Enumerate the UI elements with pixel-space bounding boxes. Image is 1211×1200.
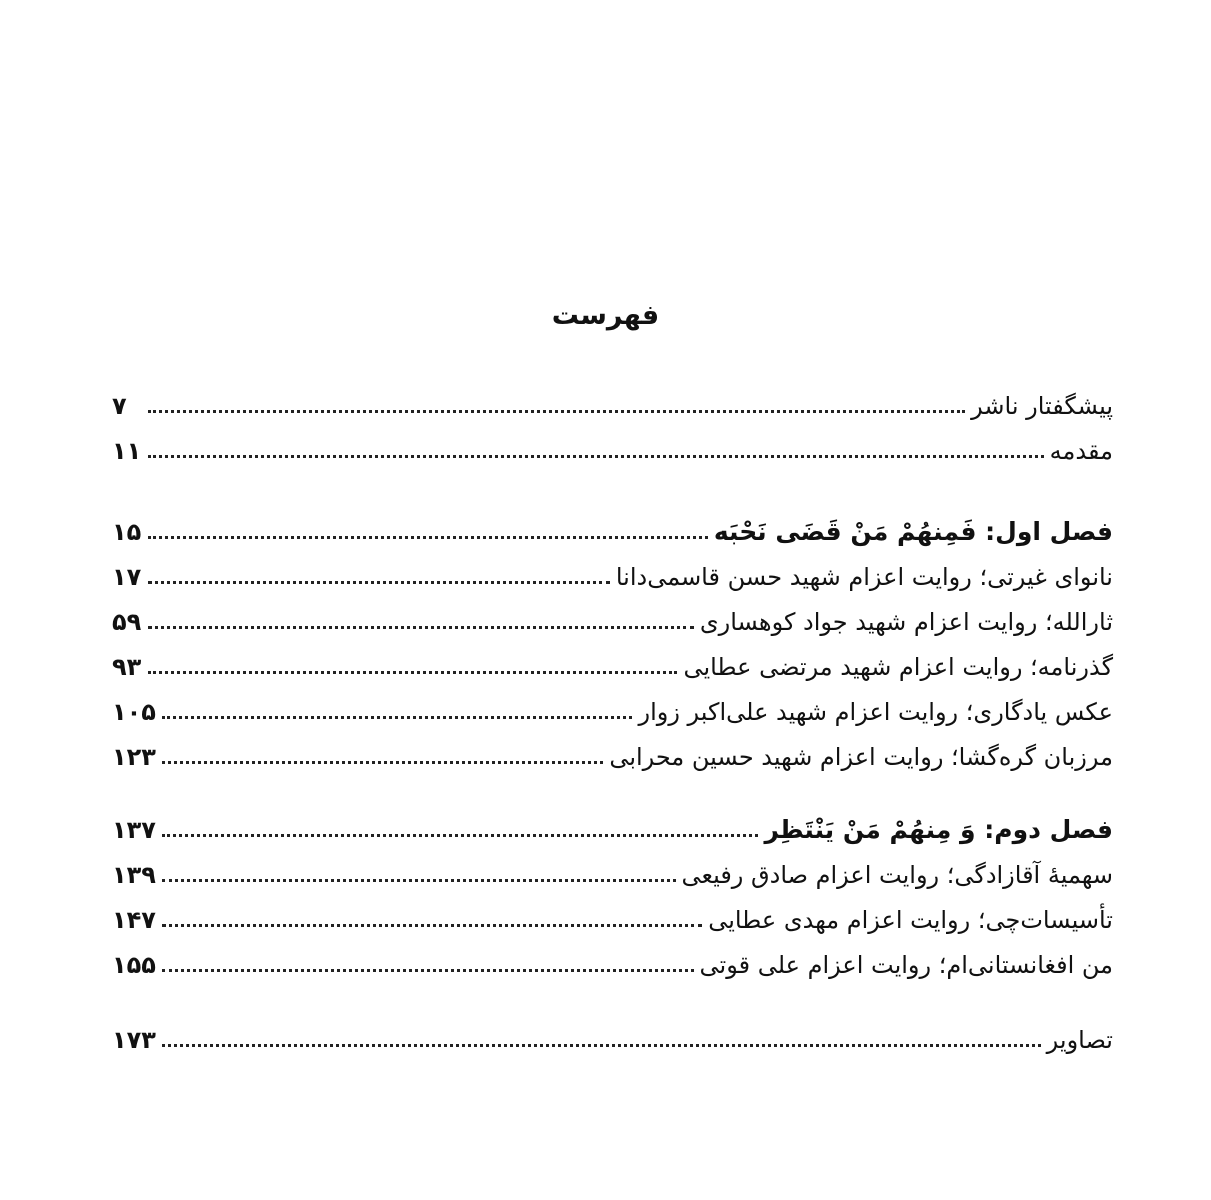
- dot-leader: [148, 581, 610, 584]
- toc-entry-page: ۱۷: [112, 563, 142, 591]
- dot-leader: [162, 716, 633, 719]
- toc-entry[interactable]: [112, 1010, 1113, 1055]
- toc-entry[interactable]: [112, 845, 1113, 890]
- toc-entry[interactable]: [112, 727, 1113, 772]
- toc-entry[interactable]: [112, 682, 1113, 727]
- toc-entry-label: مقدمه: [1049, 437, 1113, 465]
- toc-entry-page: ۱۲۳: [112, 743, 156, 771]
- toc-entry-label: مرزبان گره‌گشا؛ روایت اعزام شهید حسین محرابی: [609, 743, 1113, 771]
- dot-leader: [162, 761, 603, 764]
- toc-entry-label: عکس یادگاری؛ روایت اعزام شهید علی‌اکبر زوار: [638, 698, 1113, 726]
- toc-entry-page: ۱۴۷: [112, 906, 156, 934]
- toc-chapter-heading[interactable]: [112, 502, 1113, 547]
- toc-entry-label: پیشگفتار ناشر: [971, 392, 1113, 420]
- toc-entry-label: من افغانستانی‌ام؛ روایت اعزام علی قوتی: [699, 951, 1113, 979]
- dot-leader: [148, 410, 965, 413]
- toc-entry-page: ۷: [112, 392, 127, 420]
- dot-leader: [148, 455, 1044, 458]
- dot-leader: [162, 879, 676, 882]
- toc-entry-page: ۵۹: [112, 608, 142, 636]
- toc-part2-section: [112, 800, 1113, 980]
- toc-entry-label: نانوای غیرتی؛ روایت اعزام شهید حسن قاسمی‌دانا: [615, 563, 1113, 591]
- toc-entry-page: ۱۳۹: [112, 861, 156, 889]
- toc-entry-label: تأسیسات‌چی؛ روایت اعزام مهدی عطایی: [708, 906, 1113, 934]
- dot-leader: [148, 536, 708, 539]
- toc-entry[interactable]: [112, 547, 1113, 592]
- dot-leader: [162, 834, 759, 837]
- toc-entry-page: ۱۵۵: [112, 951, 156, 979]
- toc-entry-label: ثارالله؛ روایت اعزام شهید جواد کوهساری: [699, 608, 1113, 636]
- toc-entry-label: فصل اول: فَمِنهُمْ مَنْ قَضَى نَحْبَه: [713, 517, 1113, 546]
- toc-back-section: [112, 1010, 1113, 1055]
- toc-entry[interactable]: [112, 592, 1113, 637]
- toc-chapter-heading[interactable]: [112, 800, 1113, 845]
- toc-entry[interactable]: [112, 935, 1113, 980]
- toc-entry-label: گذرنامه؛ روایت اعزام شهید مرتضی عطایی: [683, 653, 1113, 681]
- dot-leader: [148, 671, 677, 674]
- dot-leader: [162, 1044, 1041, 1047]
- toc-entry-label: فصل دوم: وَ مِنهُمْ مَنْ یَنْتَظِر: [764, 815, 1113, 844]
- toc-entry[interactable]: [112, 637, 1113, 682]
- dot-leader: [148, 626, 694, 629]
- dot-leader: [162, 969, 694, 972]
- toc-entry-page: ۱۱: [112, 437, 142, 465]
- toc-entry-page: ۱۷۳: [112, 1026, 156, 1054]
- toc-entry-label: تصاویر: [1046, 1026, 1113, 1054]
- toc-entry-page: ۱۵: [112, 518, 142, 546]
- toc-entry-page: ۹۳: [112, 653, 142, 681]
- toc-entry-page: ۱۰۵: [112, 698, 156, 726]
- dot-leader: [162, 924, 702, 927]
- toc-entry[interactable]: [112, 376, 1113, 421]
- toc-title: فهرست: [551, 300, 660, 331]
- toc-entry[interactable]: [112, 421, 1113, 466]
- toc-front-section: [112, 376, 1113, 466]
- toc-entry-page: ۱۳۷: [112, 816, 156, 844]
- toc-entry-label: سهمیهٔ آقازادگی؛ روایت اعزام صادق رفیعی: [681, 861, 1113, 889]
- toc-entry[interactable]: [112, 890, 1113, 935]
- toc-part1-section: [112, 502, 1113, 772]
